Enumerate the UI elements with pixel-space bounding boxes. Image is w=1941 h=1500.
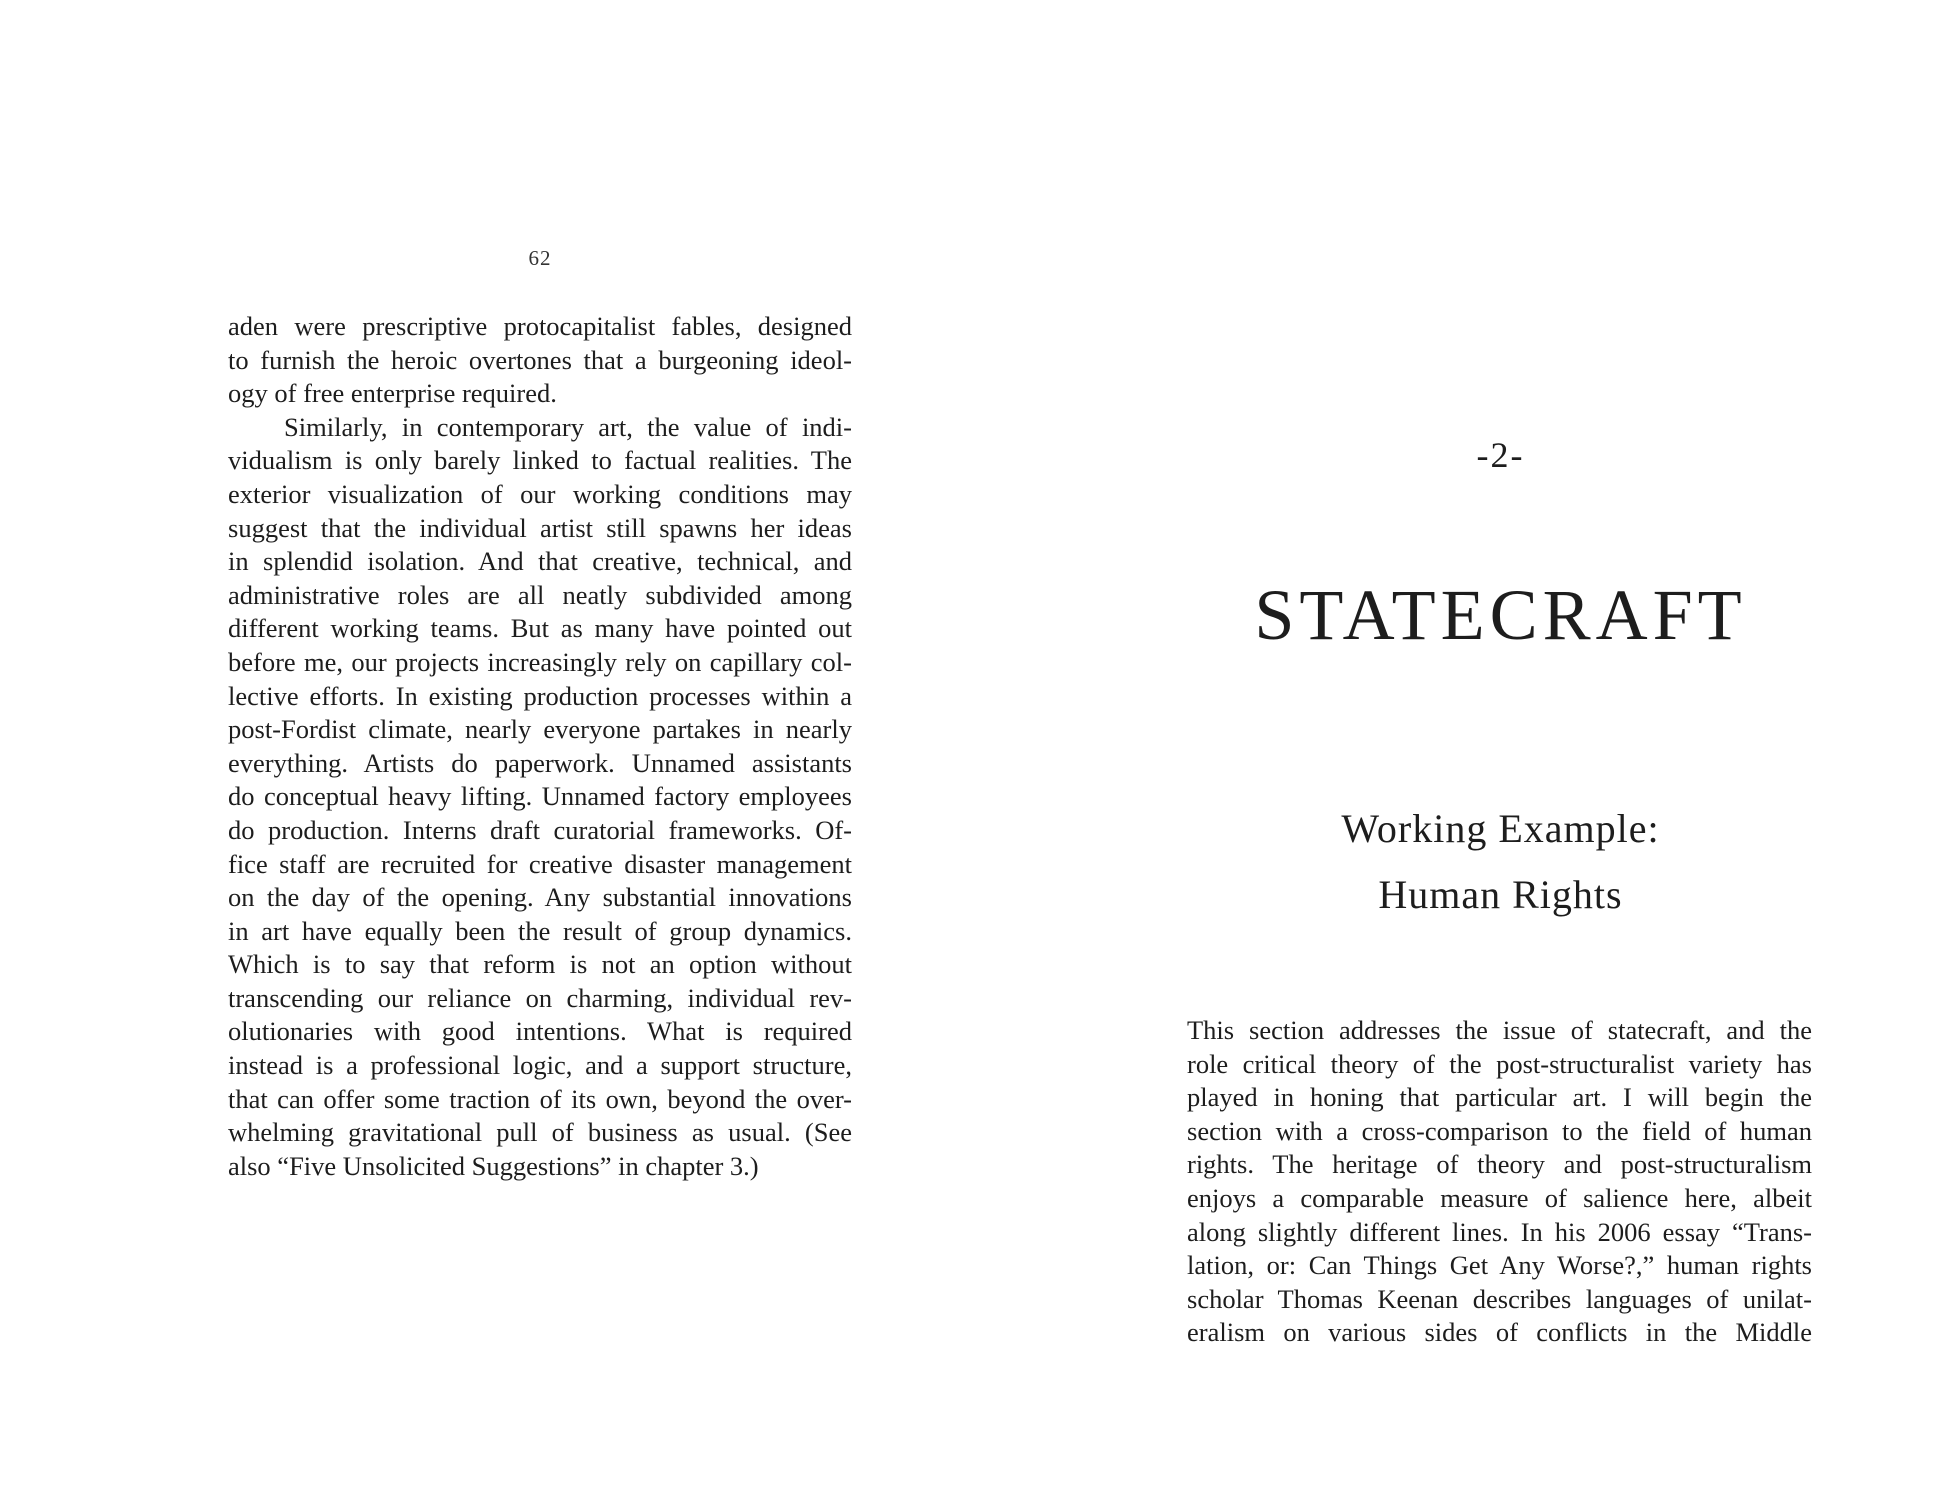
text-line: along slightly different lines. In his 2006 essay “Trans- xyxy=(1187,1216,1812,1247)
paragraph-2 xyxy=(228,411,852,1184)
page-number: 62 xyxy=(528,246,552,270)
section-heading-line: Human Rights xyxy=(1378,872,1623,917)
text-line: ogy of free enterprise required. xyxy=(228,378,557,409)
right-page xyxy=(970,0,1941,1500)
text-line: in art have equally been the result of group dynamics. xyxy=(228,915,852,946)
text-line: Which is to say that reform is not an option without xyxy=(228,949,852,980)
text-line: lective efforts. In existing production processes within a xyxy=(228,680,852,711)
text-line: in splendid isolation. And that creative, technical, and xyxy=(228,546,852,577)
text-line: lation, or: Can Things Get Any Worse?,” human rights xyxy=(1187,1250,1812,1281)
text-line: Similarly, in contemporary art, the value of indi- xyxy=(284,411,852,442)
text-line: fice staff are recruited for creative disaster management xyxy=(228,848,852,879)
text-line: section with a cross-comparison to the field of human xyxy=(1187,1115,1812,1146)
text-line: eralism on various sides of conflicts in the Middle xyxy=(1187,1317,1812,1348)
text-line: do conceptual heavy lifting. Unnamed factory employees xyxy=(228,781,852,812)
text-line: exterior visualization of our working conditions may xyxy=(228,478,852,509)
text-line: different working teams. But as many have pointed out xyxy=(228,613,852,644)
text-line: instead is a professional logic, and a support structure, xyxy=(228,1050,852,1081)
paragraph-1 xyxy=(228,310,852,411)
text-line: post-Fordist climate, nearly everyone partakes in nearly xyxy=(228,714,852,745)
chapter-number: -2- xyxy=(1476,435,1525,475)
text-line: everything. Artists do paperwork. Unnamed assistants xyxy=(228,747,852,778)
text-line: olutionaries with good intentions. What is required xyxy=(228,1016,852,1047)
text-line: rights. The heritage of theory and post-structuralism xyxy=(1187,1149,1812,1180)
text-line: to furnish the heroic overtones that a burgeoning ideol- xyxy=(228,344,852,375)
text-line: scholar Thomas Keenan describes languages of unilat- xyxy=(1187,1283,1812,1314)
text-line: whelming gravitational pull of business as usual. (See xyxy=(228,1117,852,1148)
text-line: transcending our reliance on charming, individual rev- xyxy=(228,982,852,1013)
right-body-text xyxy=(1187,1014,1812,1350)
text-line: enjoys a comparable measure of salience here, albeit xyxy=(1187,1182,1812,1213)
text-line: vidualism is only barely linked to factual realities. The xyxy=(228,445,852,476)
text-line: suggest that the individual artist still spawns her ideas xyxy=(228,512,852,543)
section-heading xyxy=(970,796,1941,928)
text-line: do production. Interns draft curatorial frameworks. Of- xyxy=(228,814,852,845)
text-line: that can offer some traction of its own, beyond the over- xyxy=(228,1083,852,1114)
text-line: also “Five Unsolicited Suggestions” in chapter 3.) xyxy=(228,1150,759,1181)
text-line: on the day of the opening. Any substantial innovations xyxy=(228,882,852,913)
left-page xyxy=(0,0,970,1500)
left-body-text xyxy=(228,310,852,1183)
text-line: This section addresses the issue of statecraft, and the xyxy=(1187,1015,1812,1045)
section-heading-line: Working Example: xyxy=(1341,806,1660,851)
text-line: before me, our projects increasingly rely on capillary col- xyxy=(228,646,852,677)
text-line: administrative roles are all neatly subdivided among xyxy=(228,579,852,610)
text-line: played in honing that particular art. I will begin the xyxy=(1187,1082,1812,1113)
text-line: aden were prescriptive protocapitalist fables, designed xyxy=(228,311,852,341)
text-line: role critical theory of the post-structuralist variety has xyxy=(1187,1048,1812,1079)
chapter-title: STATECRAFT xyxy=(1254,575,1747,655)
